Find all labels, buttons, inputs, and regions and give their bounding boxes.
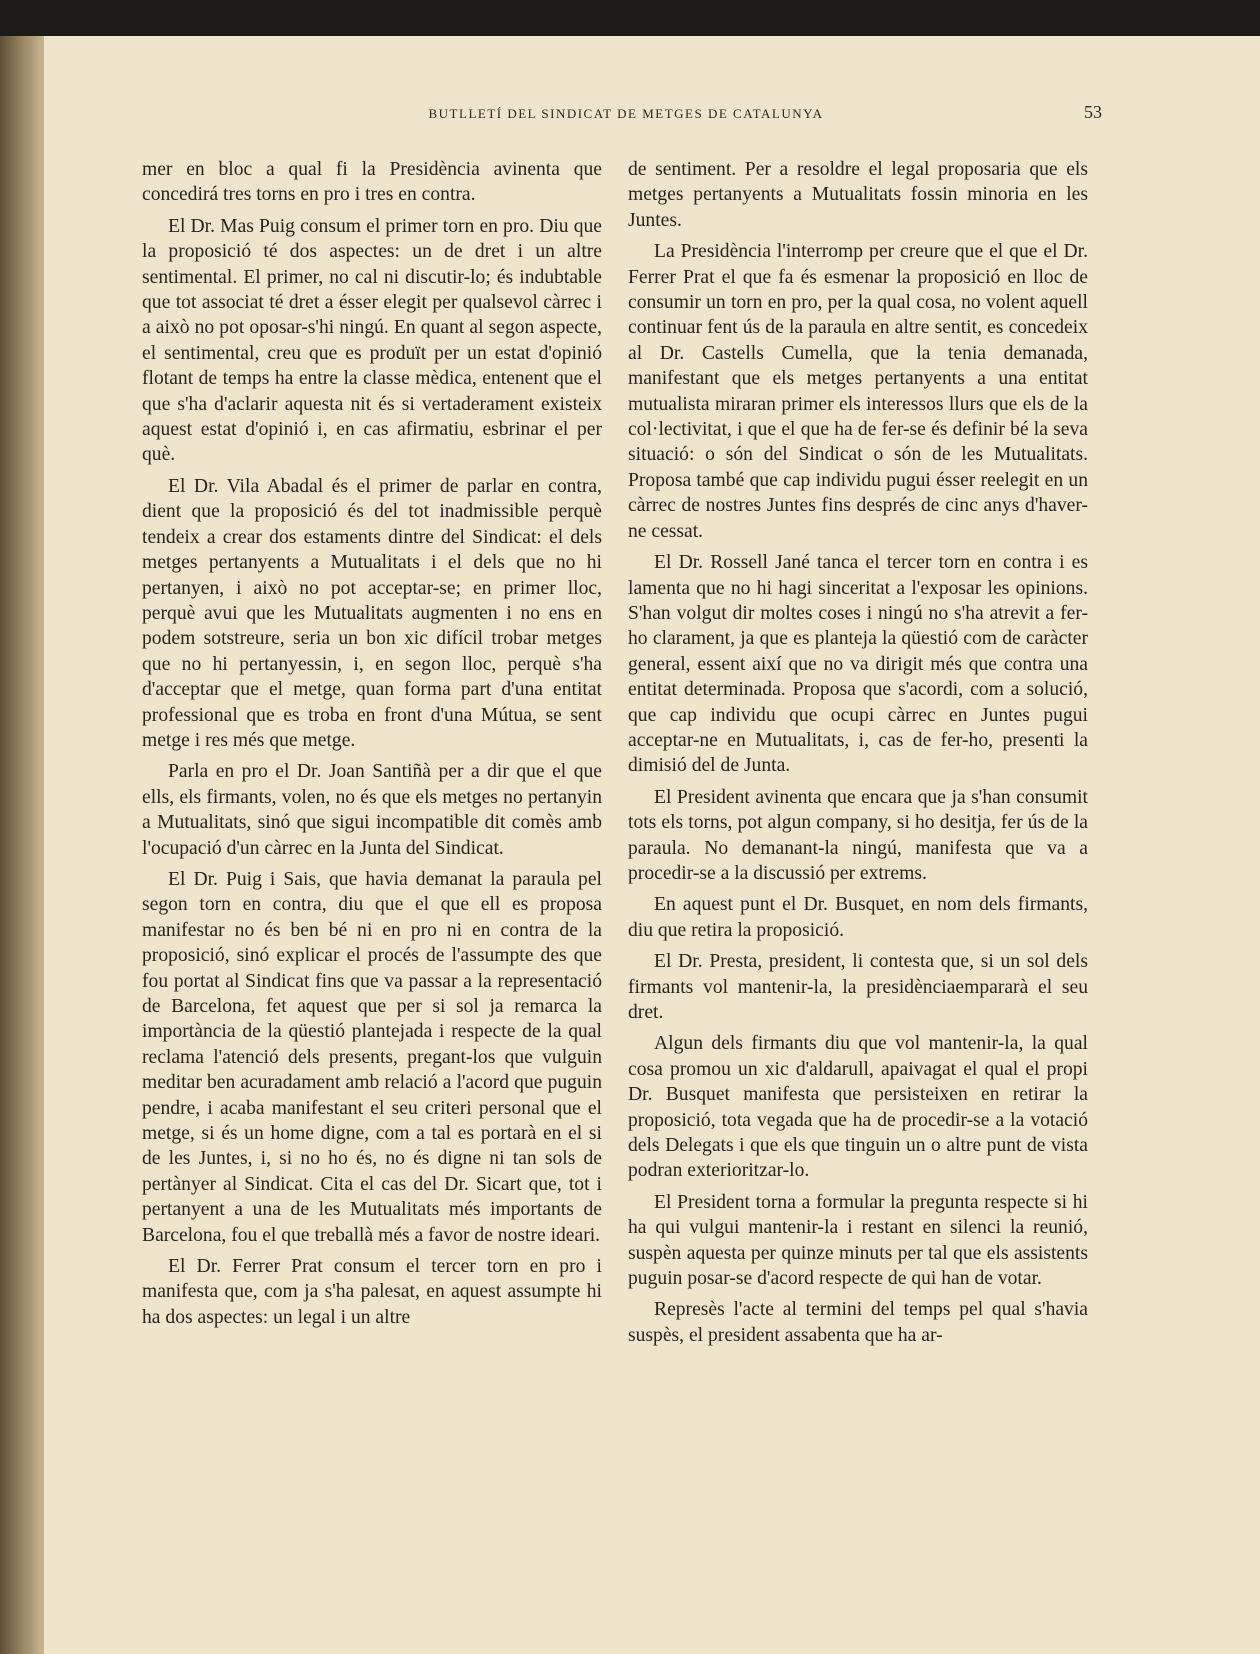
paragraph: de sentiment. Per a resoldre el legal proposaria que els metges pertanyents a Mutualitats fossin minoria en les Juntes. — [628, 159, 1088, 231]
paragraph: El Dr. Rossell Jané tanca el tercer torn en contra i es lamenta que no hi hagi sinceritat a l'exposar les opinions. S'han volgut dir moltes coses i ningú no s'ha atrevit a fer-ho clarament, ja que es planteja la qüestió com de caràcter general, essent així que no va dirigit més que contra una entitat determinada. Proposa que s'acordi, com a solució, que cap individu que ocupi càrrec en Juntes pugui acceptar-ne en Mutualitats, i, cas de fer-ho, presenti la dimisió del de Junta. — [628, 552, 1088, 777]
paragraph: Algun dels firmants diu que vol mantenir-la, la qual cosa promou un xic d'aldarull, apaivagat el qual el propi Dr. Busquet manifesta que persisteixen en retirar la proposició, tota vegada que ha de procedir-se a la votació dels Delegats i que els que tinguin un o altre punt de vista podran exterioritzar-lo. — [628, 1033, 1088, 1182]
page-number: 53 — [1084, 102, 1102, 122]
page-header — [150, 102, 1102, 130]
paragraph: El Dr. Puig i Sais, que havia demanat la paraula pel segon torn en contra, diu que el que ell es proposa manifestar no és ben bé ni en pro ni en contra de la proposició, sinó explicar el procés de l'assumpte des que fou portat al Sindicat fins que va passar a la representació de Barcelona, fet aquest que per si sol ja remarca la importància de la qüestió plantejada i respecte de la qual reclama l'atenció dels presents, pregant-los que vulguin meditar ben acuradament amb relació a l'acord que puguin pendre, i acaba manifestant el seu criteri personal que el metge, si és un home digne, com a tal es portarà en el si de les Juntes, i, si no ho és, no és digne ni tan sols de pertànyer al Sindicat. Cita el cas del Dr. Sicart que, tot i pertanyent a una de les Mutualitats més importants de Barcelona, fou el que treballà més a favor de nostre ideari. — [142, 868, 602, 1246]
book-spine — [0, 36, 44, 1654]
paragraph: El Dr. Vila Abadal és el primer de parlar en contra, dient que la proposició és del tot inadmissible perquè tendeix a crear dos estaments dintre del Sindicat: el dels metges pertanyents a Mutualitats i el dels que no hi pertanyen, i això no pot acceptar-se; en primer lloc, perquè avui que les Mutualitats augmenten i no ens en podem sotstreure, seria un bon xic difícil trobar metges que no hi pertanyessin, i, en segon lloc, perquè s'ha d'acceptar que el metge, quan forma part d'una entitat professional que es troba en front d'una Mútua, se sent metge i res més que metge. — [142, 475, 602, 751]
book-page — [0, 36, 1260, 1654]
paragraph: El Dr. Mas Puig consum el primer torn en pro. Diu que la proposició té dos aspectes: un de dret i un altre sentimental. El primer, no cal ni discutir-lo; és indubtable que tot associat té dret a ésser elegit per qualsevol càrrec i a això no pot oposar-s'hi ningú. En quant al segon aspecte, el sentimental, creu que es produït per un estat d'opinió flotant de temps ha entre la classe mèdica, entenent que el que s'ha d'aclarir aquesta nit és si vertaderament existeix aquest estat d'opinió i, en cas afirmatiu, esbrinar el per què. — [142, 215, 602, 466]
paragraph: mer en bloc a qual fi la Presidència avinenta que concedirá tres torns en pro i tres en contra. — [142, 159, 602, 206]
left-column — [142, 157, 602, 1336]
paragraph: La Presidència l'interromp per creure que el que el Dr. Ferrer Prat el que fa és esmenar la proposició en lloc de consumir un torn en pro, per la qual cosa, no volent aquell continuar fent ús de la paraula en altre sentit, es concedeix al Dr. Castells Cumella, que la tenia demanada, manifestant que els metges pertanyents a una entitat mutualista miraran primer els interessos llurs que els de la col·lectivitat, i que el que ha de fer-se és definir bé la seva situació: o són del Sindicat o són de les Mutualitats. Proposa també que cap individu pugui ésser reelegit en un càrrec de nostres Juntes fins després de cinc anys d'haver-ne cessat. — [628, 241, 1088, 542]
paragraph: El President torna a formular la pregunta respecte si hi ha qui vulgui mantenir-la i restant en silenci la reunió, suspèn aquesta per quinze minuts per tal que els assistents puguin posar-se d'acord respecte de qui han de votar. — [628, 1191, 1088, 1290]
paragraph: En aquest punt el Dr. Busquet, en nom dels firmants, diu que retira la proposició. — [628, 894, 1088, 941]
paragraph: El Dr. Ferrer Prat consum el tercer torn en pro i manifesta que, com ja s'ha palesat, en aquest assumpte hi ha dos aspectes: un legal i un altre — [142, 1256, 602, 1328]
paragraph: Parla en pro el Dr. Joan Santiñà per a dir que el que ells, els firmants, volen, no és que els metges no pertanyin a Mutualitats, sinó que sigui incompatible dit comès amb l'ocupació d'un càrrec en la Junta del Sindicat. — [142, 761, 602, 859]
right-column — [628, 157, 1088, 1354]
paragraph: El Dr. Presta, president, li contesta que, si un sol dels firmants vol mantenir-la, la presidènciaempararà el seu dret. — [628, 951, 1088, 1023]
running-title: BUTLLETÍ DEL SINDICAT DE METGES DE CATALUNYA — [428, 106, 824, 121]
paragraph: Represès l'acte al termini del temps pel qual s'havia suspès, el president assabenta que ha ar- — [628, 1299, 1088, 1346]
paragraph: El President avinenta que encara que ja s'han consumit tots els torns, pot algun company, si ho desitja, fer ús de la paraula. No demanant-la ningú, manifesta que va a procedir-se a la discussió per extrems. — [628, 786, 1088, 884]
